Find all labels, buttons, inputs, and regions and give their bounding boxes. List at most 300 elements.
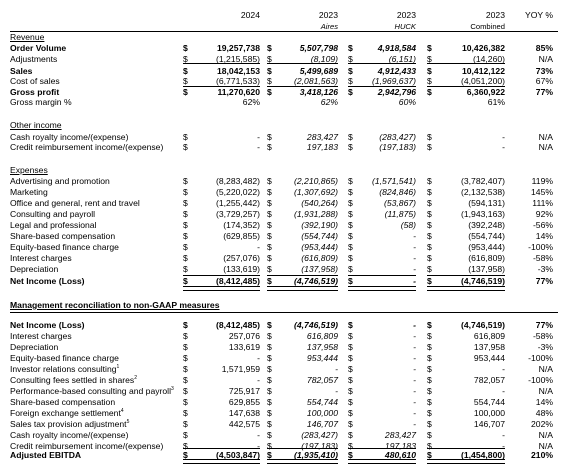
currency-symbol: $ — [267, 187, 272, 197]
value-2023-aires: - — [335, 364, 338, 374]
value-2024: - — [257, 375, 260, 385]
value-yoy: 202% — [531, 419, 553, 429]
currency-symbol: $ — [267, 142, 272, 152]
currency-symbol: $ — [183, 66, 188, 76]
row-r-fx — [0, 408, 570, 419]
value-yoy: N/A — [538, 386, 553, 396]
value-2023-huck: - — [413, 320, 416, 330]
currency-symbol: $ — [427, 242, 432, 252]
currency-symbol: $ — [427, 142, 432, 152]
currency-symbol: $ — [183, 276, 188, 286]
currency-symbol: $ — [348, 342, 353, 352]
section-rule — [10, 312, 558, 313]
currency-symbol: $ — [348, 364, 353, 374]
currency-symbol: $ — [348, 375, 353, 385]
value-2023-aires: (4,746,519) — [294, 276, 338, 286]
value-2023-combined: 616,809 — [473, 331, 505, 341]
value-2024: 11,270,620 — [217, 87, 260, 97]
currency-symbol: $ — [267, 419, 272, 429]
currency-symbol: $ — [183, 187, 188, 197]
value-yoy: 48% — [535, 408, 553, 418]
col-2024-header: 2024 — [240, 10, 260, 20]
value-2023-huck: - — [413, 231, 416, 241]
section-revenue — [0, 32, 570, 43]
currency-symbol: $ — [348, 276, 353, 286]
row-label-text: Investor relations consulting — [10, 364, 117, 374]
row-label-text: Net Income (Loss) — [10, 276, 85, 286]
currency-symbol: $ — [267, 375, 272, 385]
row-label-text: Cash royalty income/(expense) — [10, 132, 129, 142]
value-2023-huck: - — [413, 419, 416, 429]
currency-symbol: $ — [348, 76, 353, 86]
value-2023-aires: (1,935,410) — [294, 450, 338, 460]
currency-symbol: $ — [183, 419, 188, 429]
header-row — [0, 10, 570, 21]
currency-symbol: $ — [348, 408, 353, 418]
row-label-text: Credit reimbursement income/(expense) — [10, 142, 164, 152]
row-mgmt-head — [0, 300, 570, 311]
value-2024: (1,215,585) — [216, 54, 260, 64]
value-2024: (629,855) — [223, 231, 260, 241]
value-yoy: 14% — [535, 397, 553, 407]
value-2023-aires: 953,444 — [306, 353, 338, 363]
value-yoy: 92% — [535, 209, 553, 219]
value-yoy: 111% — [532, 198, 553, 208]
currency-symbol: $ — [183, 253, 188, 263]
row-depreciation — [0, 264, 570, 275]
col-yoy-header: YOY % — [524, 10, 553, 20]
row-legal — [0, 220, 570, 231]
currency-symbol: $ — [427, 220, 432, 230]
currency-symbol: $ — [267, 320, 272, 330]
row-label — [10, 120, 62, 131]
value-2023-aires: (953,444) — [301, 242, 338, 252]
value-2024: (8,412,485) — [216, 276, 260, 286]
currency-symbol: $ — [267, 87, 272, 97]
value-2024: (174,352) — [223, 220, 260, 230]
value-2023-combined: (4,746,519) — [461, 320, 505, 330]
value-2023-aires: 554,744 — [306, 397, 338, 407]
value-yoy: 77% — [535, 320, 553, 330]
row-label — [10, 43, 66, 54]
double-rule — [183, 459, 260, 464]
currency-symbol: $ — [267, 231, 272, 241]
row-label — [10, 397, 115, 408]
value-yoy: N/A — [538, 364, 553, 374]
row-label — [10, 430, 128, 441]
value-2023-combined: (1,943,163) — [461, 209, 505, 219]
value-2023-combined: (1,454,800) — [461, 450, 505, 460]
value-2024: (257,076) — [223, 253, 260, 263]
row-label-text: Office and general, rent and travel — [10, 198, 140, 208]
currency-symbol: $ — [267, 43, 272, 53]
value-2023-aires: 616,809 — [306, 331, 338, 341]
row-label — [10, 97, 72, 108]
value-yoy: -100% — [528, 375, 553, 385]
row-label — [10, 54, 57, 65]
value-2024: (8,283,482) — [216, 176, 260, 186]
currency-symbol: $ — [427, 386, 432, 396]
value-2023-aires: (1,307,692) — [294, 187, 338, 197]
row-label — [10, 142, 163, 153]
row-label — [10, 253, 72, 264]
value-2023-aires: (283,427) — [301, 430, 338, 440]
row-label — [10, 419, 129, 430]
row-label-text: Share-based compensation — [10, 231, 116, 241]
value-2023-combined: 146,707 — [473, 419, 505, 429]
row-label — [10, 276, 85, 287]
value-2023-combined: 10,412,122 — [461, 66, 505, 76]
currency-symbol: $ — [427, 198, 432, 208]
currency-symbol: $ — [267, 430, 272, 440]
value-2023-huck: 197,183 — [384, 441, 416, 451]
value-2023-combined: (594,131) — [468, 198, 505, 208]
row-label-text: Sales — [10, 66, 33, 76]
row-r-sales-tax — [0, 419, 570, 430]
currency-symbol: $ — [348, 450, 353, 460]
value-2023-aires: 5,507,798 — [299, 43, 338, 53]
value-yoy: N/A — [538, 142, 553, 152]
currency-symbol: $ — [348, 419, 353, 429]
value-yoy: 14% — [535, 231, 553, 241]
rule — [267, 86, 338, 87]
value-yoy: -3% — [537, 342, 553, 352]
row-label-text: Consulting fees settled in shares — [10, 375, 135, 385]
value-yoy: -100% — [528, 353, 553, 363]
value-2024: 725,917 — [228, 386, 260, 396]
row-r-share-comp — [0, 397, 570, 408]
row-label-text: Interest charges — [10, 253, 72, 263]
row-label-text: Cost of sales — [10, 76, 60, 86]
row-marketing — [0, 187, 570, 198]
currency-symbol: $ — [183, 320, 188, 330]
value-yoy: -3% — [537, 264, 553, 274]
value-2023-huck: - — [413, 408, 416, 418]
currency-symbol: $ — [348, 353, 353, 363]
value-2023-combined: - — [502, 364, 505, 374]
currency-symbol: $ — [427, 264, 432, 274]
currency-symbol: $ — [267, 198, 272, 208]
currency-symbol: $ — [267, 276, 272, 286]
currency-symbol: $ — [348, 231, 353, 241]
double-rule — [427, 459, 505, 464]
value-yoy: N/A — [538, 430, 553, 440]
value-2024: (3,729,257) — [216, 209, 260, 219]
row-label-text: Share-based compensation — [10, 397, 116, 407]
value-2023-aires: 3,418,126 — [299, 87, 338, 97]
currency-symbol: $ — [348, 253, 353, 263]
value-2023-aires: (540,264) — [301, 198, 338, 208]
value-yoy: N/A — [538, 54, 553, 64]
value-yoy: 73% — [535, 66, 553, 76]
row-label-text: Consulting and payroll — [10, 209, 96, 219]
currency-symbol: $ — [427, 187, 432, 197]
value-2023-huck: (1,571,541) — [372, 176, 416, 186]
value-2024: - — [257, 441, 260, 451]
rule — [348, 448, 416, 449]
rule — [267, 63, 338, 64]
value-2023-combined: 61% — [487, 97, 505, 107]
currency-symbol: $ — [267, 242, 272, 252]
col-2023-huck-header: 2023 — [396, 10, 416, 20]
value-2023-combined: (3,782,407) — [461, 176, 505, 186]
row-order-volume — [0, 43, 570, 54]
row-share-comp — [0, 231, 570, 242]
row-label-text: Adjusted EBITDA — [10, 450, 82, 460]
value-2024: (5,220,022) — [216, 187, 260, 197]
currency-symbol: $ — [267, 176, 272, 186]
value-2023-huck: (53,867) — [383, 198, 416, 208]
currency-symbol: $ — [427, 397, 432, 407]
row-label-text: Depreciation — [10, 342, 59, 352]
currency-symbol: $ — [183, 142, 188, 152]
row-label — [10, 165, 48, 176]
sub-huck: HUCK — [394, 22, 416, 31]
row-label-text: Interest charges — [10, 331, 72, 341]
row-label — [10, 231, 115, 242]
currency-symbol: $ — [183, 331, 188, 341]
currency-symbol: $ — [348, 209, 353, 219]
currency-symbol: $ — [267, 66, 272, 76]
row-label — [10, 353, 119, 364]
value-2023-huck: - — [413, 375, 416, 385]
value-2024: 18,042,153 — [216, 66, 260, 76]
value-2023-combined: (392,248) — [468, 220, 505, 230]
value-2023-aires: (2,210,865) — [294, 176, 338, 186]
value-yoy: 85% — [535, 43, 553, 53]
row-r-investor — [0, 364, 570, 375]
value-2023-combined: - — [502, 441, 505, 451]
currency-symbol: $ — [183, 386, 188, 396]
currency-symbol: $ — [348, 430, 353, 440]
currency-symbol: $ — [267, 132, 272, 142]
value-2023-huck: (58) — [400, 220, 416, 230]
currency-symbol: $ — [267, 441, 272, 451]
row-label-text: Performance-based consulting and payroll — [10, 386, 171, 396]
value-2023-huck: 4,912,433 — [377, 66, 416, 76]
currency-symbol: $ — [267, 209, 272, 219]
value-2023-combined: (4,051,200) — [461, 76, 505, 86]
value-2024: 19,257,738 — [216, 43, 260, 53]
currency-symbol: $ — [183, 176, 188, 186]
value-2023-aires: (554,744) — [301, 231, 338, 241]
row-other-income-head — [0, 120, 570, 131]
row-r-equity — [0, 353, 570, 364]
currency-symbol: $ — [427, 209, 432, 219]
double-rule — [348, 459, 416, 464]
value-2023-huck: (11,875) — [384, 209, 416, 219]
col-2023-combined-header: 2023 — [485, 10, 505, 20]
value-2024: 133,619 — [228, 342, 260, 352]
value-2023-huck: - — [413, 397, 416, 407]
currency-symbol: $ — [183, 375, 188, 385]
value-2023-combined: 6,360,922 — [466, 87, 505, 97]
row-r-interest — [0, 331, 570, 342]
row-label-text: Other income — [10, 120, 62, 130]
rule — [183, 275, 260, 276]
value-2024: - — [257, 430, 260, 440]
value-2023-huck: (6,151) — [388, 54, 416, 64]
row-equity-charge — [0, 242, 570, 253]
double-rule — [427, 286, 505, 291]
row-expenses-head — [0, 165, 570, 176]
currency-symbol: $ — [183, 408, 188, 418]
value-2023-huck: 283,427 — [384, 430, 416, 440]
footnote-marker: 3 — [171, 386, 174, 393]
value-2023-huck: 60% — [398, 97, 416, 107]
currency-symbol: $ — [427, 430, 432, 440]
currency-symbol: $ — [183, 220, 188, 230]
row-label-text: Marketing — [10, 187, 48, 197]
row-label-text: Order Volume — [10, 43, 67, 53]
row-label-text: Equity-based finance charge — [10, 353, 119, 363]
currency-symbol: $ — [427, 76, 432, 86]
value-2023-combined: 100,000 — [473, 408, 505, 418]
currency-symbol: $ — [348, 220, 353, 230]
row-label — [10, 375, 137, 386]
row-label — [10, 408, 124, 419]
value-2023-aires: 283,427 — [306, 132, 338, 142]
value-2023-combined: (554,744) — [468, 231, 505, 241]
currency-symbol: $ — [427, 342, 432, 352]
value-2023-combined: 782,057 — [473, 375, 505, 385]
row-label-text: Advertising and promotion — [10, 176, 110, 186]
currency-symbol: $ — [348, 43, 353, 53]
rule — [348, 275, 416, 276]
value-2023-combined: (4,746,519) — [461, 276, 505, 286]
currency-symbol: $ — [427, 441, 432, 451]
value-2024: 147,638 — [228, 408, 260, 418]
value-2024: - — [257, 353, 260, 363]
currency-symbol: $ — [183, 364, 188, 374]
value-2023-aires: 197,183 — [306, 142, 338, 152]
col-2023-aires-header: 2023 — [318, 10, 338, 20]
value-2024: (1,255,442) — [216, 198, 260, 208]
currency-symbol: $ — [427, 66, 432, 76]
currency-symbol: $ — [427, 320, 432, 330]
currency-symbol: $ — [267, 386, 272, 396]
currency-symbol: $ — [183, 132, 188, 142]
currency-symbol: $ — [267, 408, 272, 418]
currency-symbol: $ — [427, 276, 432, 286]
row-label — [10, 364, 119, 375]
row-r-depreciation — [0, 342, 570, 353]
currency-symbol: $ — [183, 242, 188, 252]
row-label — [10, 300, 219, 311]
value-yoy: -58% — [532, 253, 553, 263]
currency-symbol: $ — [427, 450, 432, 460]
value-2023-aires: (392,190) — [301, 220, 338, 230]
row-label — [10, 209, 95, 220]
row-label — [10, 264, 58, 275]
rule — [183, 63, 260, 64]
row-label-text: Credit reimbursement income/(expense) — [10, 441, 164, 451]
currency-symbol: $ — [267, 397, 272, 407]
currency-symbol: $ — [183, 441, 188, 451]
value-2023-aires: 62% — [320, 97, 338, 107]
currency-symbol: $ — [427, 176, 432, 186]
rule — [427, 448, 505, 449]
currency-symbol: $ — [183, 76, 188, 86]
currency-symbol: $ — [427, 54, 432, 64]
value-2024: 62% — [242, 97, 260, 107]
value-yoy: 119% — [531, 176, 553, 186]
value-2023-huck: (197,183) — [379, 142, 416, 152]
value-2024: 1,571,959 — [221, 364, 260, 374]
row-gross-margin — [0, 97, 570, 108]
currency-symbol: $ — [348, 386, 353, 396]
currency-symbol: $ — [348, 242, 353, 252]
rule — [183, 448, 260, 449]
value-yoy: N/A — [538, 132, 553, 142]
row-label — [10, 242, 119, 253]
sub-combined: Combined — [470, 22, 505, 31]
value-2023-aires: (616,809) — [301, 253, 338, 263]
row-office — [0, 198, 570, 209]
currency-symbol: $ — [427, 375, 432, 385]
row-label — [10, 331, 72, 342]
value-2023-aires: (197,183) — [301, 441, 338, 451]
value-yoy: 210% — [531, 450, 553, 460]
row-label — [10, 198, 140, 209]
currency-symbol: $ — [183, 264, 188, 274]
row-label — [10, 76, 60, 87]
double-rule — [267, 459, 338, 464]
value-2023-combined: (14,260) — [472, 54, 505, 64]
value-2023-huck: - — [413, 364, 416, 374]
value-2023-huck: - — [413, 276, 416, 286]
row-credit-reimb — [0, 142, 570, 153]
value-yoy: -58% — [532, 331, 553, 341]
row-r-net-income — [0, 320, 570, 331]
value-2023-combined: - — [502, 430, 505, 440]
sub-aires: Aires — [320, 22, 338, 31]
row-label-text: Legal and professional — [10, 220, 97, 230]
value-2023-aires: - — [335, 386, 338, 396]
value-2023-combined: - — [502, 142, 505, 152]
row-label: Revenue — [10, 32, 45, 42]
value-2024: (4,503,847) — [216, 450, 260, 460]
rule — [267, 448, 338, 449]
currency-symbol: $ — [427, 331, 432, 341]
value-2023-huck: - — [413, 386, 416, 396]
value-2024: (8,412,485) — [216, 320, 260, 330]
value-2023-aires: 100,000 — [306, 408, 338, 418]
value-yoy: 77% — [535, 276, 553, 286]
row-label-text: Foreign exchange settlement — [10, 408, 121, 418]
value-yoy: -100% — [528, 242, 553, 252]
value-2023-combined: 10,426,382 — [461, 43, 505, 53]
currency-symbol: $ — [183, 198, 188, 208]
double-rule — [267, 286, 338, 291]
value-2023-aires: 137,958 — [306, 342, 338, 352]
value-2023-aires: (2,081,563) — [294, 76, 338, 86]
value-2024: - — [257, 242, 260, 252]
value-yoy: 145% — [531, 187, 553, 197]
row-label-text: Net Income (Loss) — [10, 320, 85, 330]
value-2023-combined: (137,958) — [468, 264, 505, 274]
value-2024: 629,855 — [228, 397, 260, 407]
value-2023-combined: - — [502, 132, 505, 142]
rule — [348, 63, 416, 64]
value-2023-huck: 4,918,584 — [377, 43, 416, 53]
row-label — [10, 187, 48, 198]
value-yoy: 67% — [535, 76, 553, 86]
currency-symbol: $ — [267, 353, 272, 363]
row-label — [10, 386, 174, 397]
value-2023-combined: 554,744 — [473, 397, 505, 407]
row-label — [10, 342, 58, 353]
